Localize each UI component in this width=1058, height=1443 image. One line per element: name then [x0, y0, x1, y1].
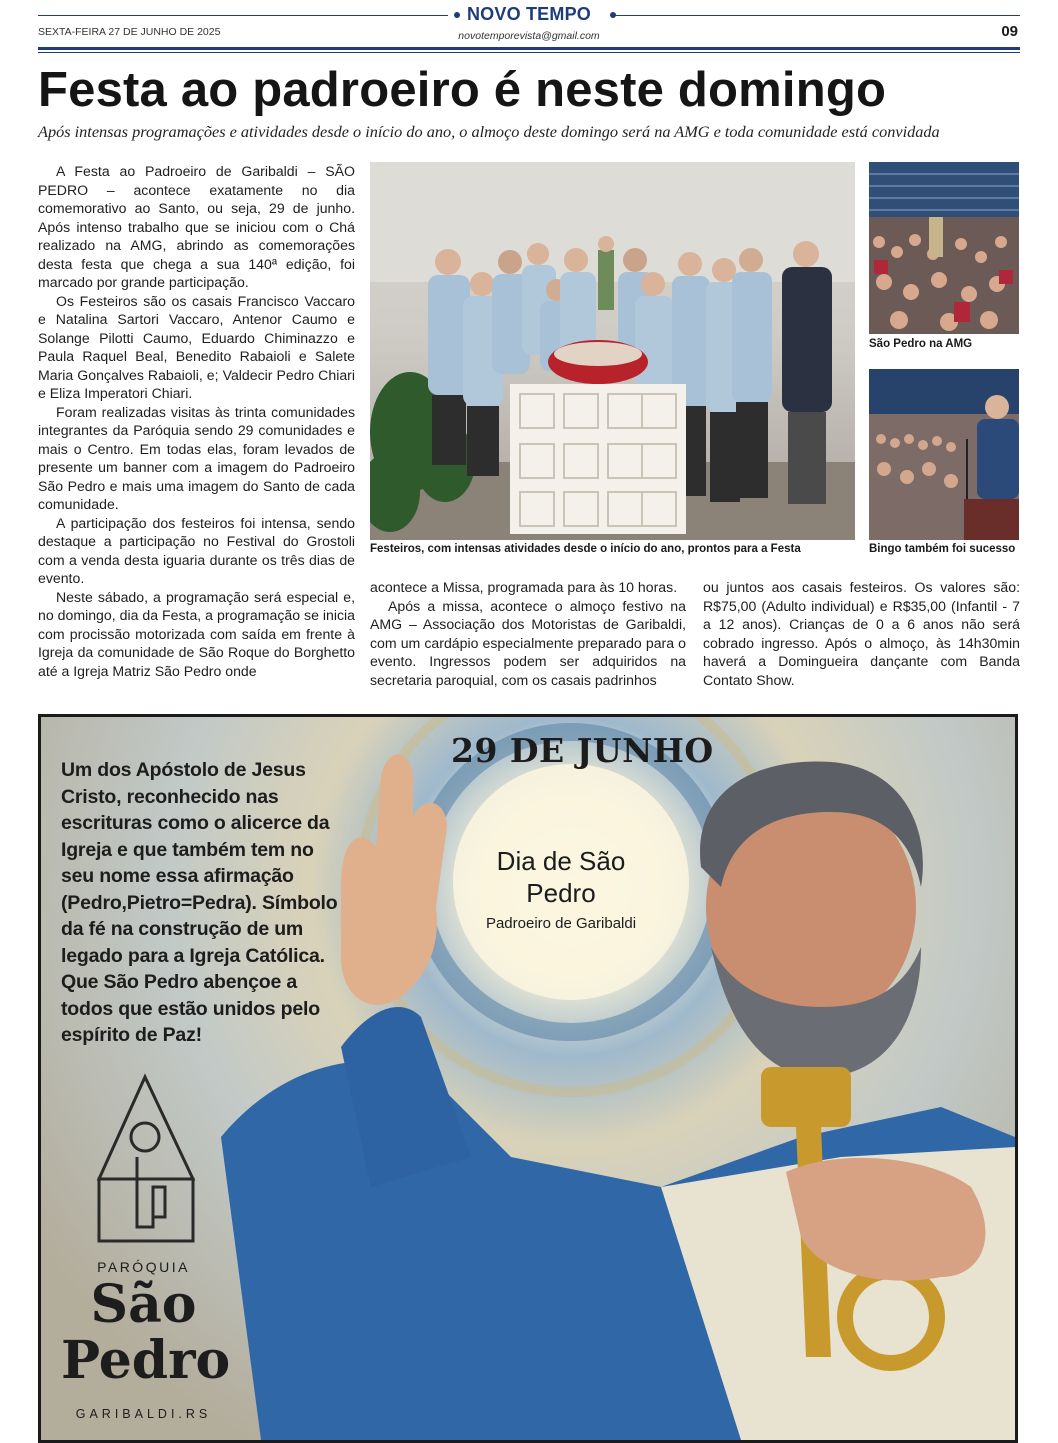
ad-subtitle: Padroeiro de Garibaldi — [485, 915, 637, 932]
bingo-photo-caption: Bingo também foi sucesso — [869, 543, 1016, 555]
newspaper-email: novotemporevista@gmail.com — [458, 30, 600, 42]
issue-date: SEXTA-FEIRA 27 DE JUNHO DE 2025 — [38, 26, 221, 38]
article-column-1 — [38, 162, 355, 680]
masthead — [38, 4, 1020, 52]
amg-photo-caption: São Pedro na AMG — [869, 338, 973, 350]
paragraph-continued: acontece a Missa, programada para às 10 horas. — [370, 579, 678, 595]
paragraph: Os Festeiros são os casais Francisco Vaccaro e Natalina Sartori Vaccaro, Antenor Caumo e Solange Pilotti Caumo, Eduardo Chiminazzo e Paula Raquel Beal, Benedito Rabaioli e Salete Maria Gonçalves Rabaioli, e; Valdecir Pedro Chiari e Eliza Imperatori Chiari. — [38, 292, 355, 401]
logo-pedro: Pedro — [61, 1330, 231, 1391]
masthead-rule-thick — [38, 47, 1020, 50]
masthead-rule-thin — [38, 52, 1020, 53]
bingo-photo — [869, 369, 1019, 540]
article-column-2 — [370, 578, 686, 689]
logo-sao: São — [90, 1274, 197, 1335]
ad-title: Dia de São Pedro — [496, 846, 626, 908]
logo-city: GARIBALDI.RS — [75, 1407, 212, 1421]
sao-pedro-amg-photo — [869, 162, 1019, 334]
article-subtitle: Após intensas programações e atividades desde o início do ano, o almoço deste domingo será na AMG e toda comunidade está convidada — [38, 122, 940, 141]
paragraph: Neste sábado, a programação será especial e, no domingo, dia da Festa, a programação se inicia com procissão motorizada com saída em frente à Igreja da comunidade de São Roque do Borghetto até a Igreja Matriz São Pedro onde — [38, 588, 355, 679]
ad-body-text: Um dos Apóstolo de Jesus Cristo, reconhecido nas escrituras como o alicerce da Igreja e que também tem no seu nome essa afirmação (Pedro,Pietro=Pedra). Símbolo da fé na construção de um legado para a Igreja Católica. Que São Pedro abençoe a todos que estão unidos pelo espírito de Paz! — [61, 759, 338, 1046]
festeiros-group-photo — [370, 162, 855, 540]
logo-paroquia: PARÓQUIA — [97, 1259, 190, 1275]
festeiros-photo-illustration — [370, 162, 855, 540]
sao-pedro-advertisement — [38, 714, 1018, 1443]
page-number: 09 — [1001, 23, 1018, 40]
paragraph: Após a missa, acontece o almoço festivo na AMG – Associação dos Motoristas de Garibaldi, com um cardápio especialmente preparado para o evento. Ingressos podem ser adquiridos na secretaria paroquial, com os casais padrinhos — [370, 597, 686, 688]
article-column-3 — [703, 578, 1020, 689]
paragraph-continued: ou juntos aos casais festeiros. Os valores são: R$75,00 (Adulto individual) e R$35,00 (Infantil - 7 a 12 anos). Crianças de 0 a 6 anos não será cobrado ingresso. Após o almoço, às 14h30min haverá a Domingueira dançante com Banda Contato Show. — [703, 579, 1020, 688]
bingo-hall-illustration — [869, 369, 1019, 540]
newspaper-brand: NOVO TEMPO — [466, 4, 591, 24]
paragraph: A Festa ao Padroeiro de Garibaldi – SÃO PEDRO – acontece exatamente no dia comemorativo ao Santo, ou seja, 29 de junho. Após intenso trabalho que se iniciou com o Chá realizado na AMG, abrindo as comemorações desta festa que chega a sua 140ª edição, foi marcado por grande participação. — [38, 163, 355, 290]
paragraph: A participação dos festeiros foi intensa, sendo destaque a participação no Festival do Grostoli com a venda desta iguaria durante os três dias de evento. — [38, 514, 355, 586]
article-headline: Festa ao padroeiro é neste domingo — [38, 63, 887, 117]
ad-date: 29 DE JUNHO — [451, 731, 714, 770]
main-photo-caption: Festeiros, com intensas atividades desde o início do ano, prontos para a Festa — [370, 543, 801, 555]
amg-crowd-illustration — [869, 162, 1019, 334]
paragraph: Foram realizadas visitas às trinta comunidades integrantes da Paróquia sendo 29 comunidades e mais o Centro. Em todas elas, foram levados de presente um banner com a imagem do Padroeiro São Pedro e mais uma imagem do Santo de cada comunidade. — [38, 403, 355, 512]
